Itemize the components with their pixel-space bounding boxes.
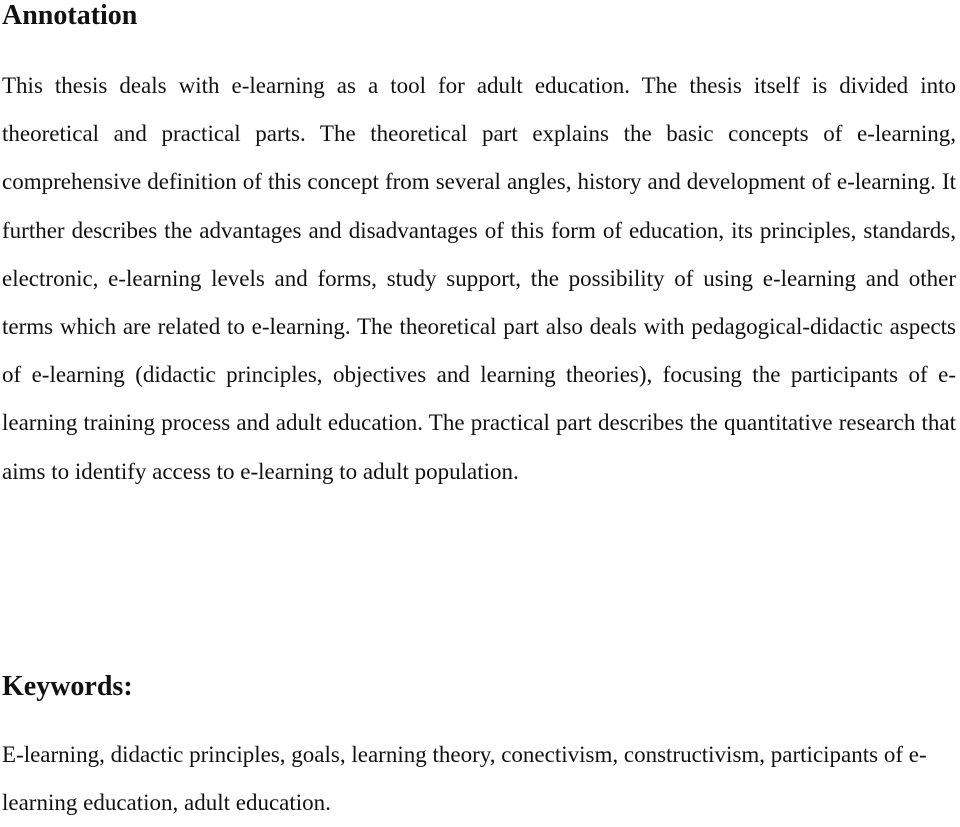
annotation-heading: Annotation bbox=[2, 0, 138, 31]
keywords-heading: Keywords: bbox=[2, 671, 133, 702]
keywords-text: E-learning, didactic principles, goals, learning theory, conectivism, constructivism, participants of e-learning education, adult education. bbox=[2, 742, 927, 815]
annotation-text: This thesis deals with e-learning as a tool for adult education. The thesis itself is divided into theoretical and practical parts. The theoretical part explains the basic concepts of e-learning, comprehensive definition of this concept from several angles, history and development of e-learning. It further describes the advantages and disadvantages of this form of education, its principles, standards, electronic, e-learning levels and forms, study support, the possibility of using e-learning and other terms which are related to e-learning. The theoretical part also deals with pedagogical-didactic aspects of e-learning (didactic principles, objectives and learning theories), focusing the participants of e-learning training process and adult education. The practical part describes the quantitative research that aims to identify access to e-learning to adult population. bbox=[2, 73, 956, 484]
